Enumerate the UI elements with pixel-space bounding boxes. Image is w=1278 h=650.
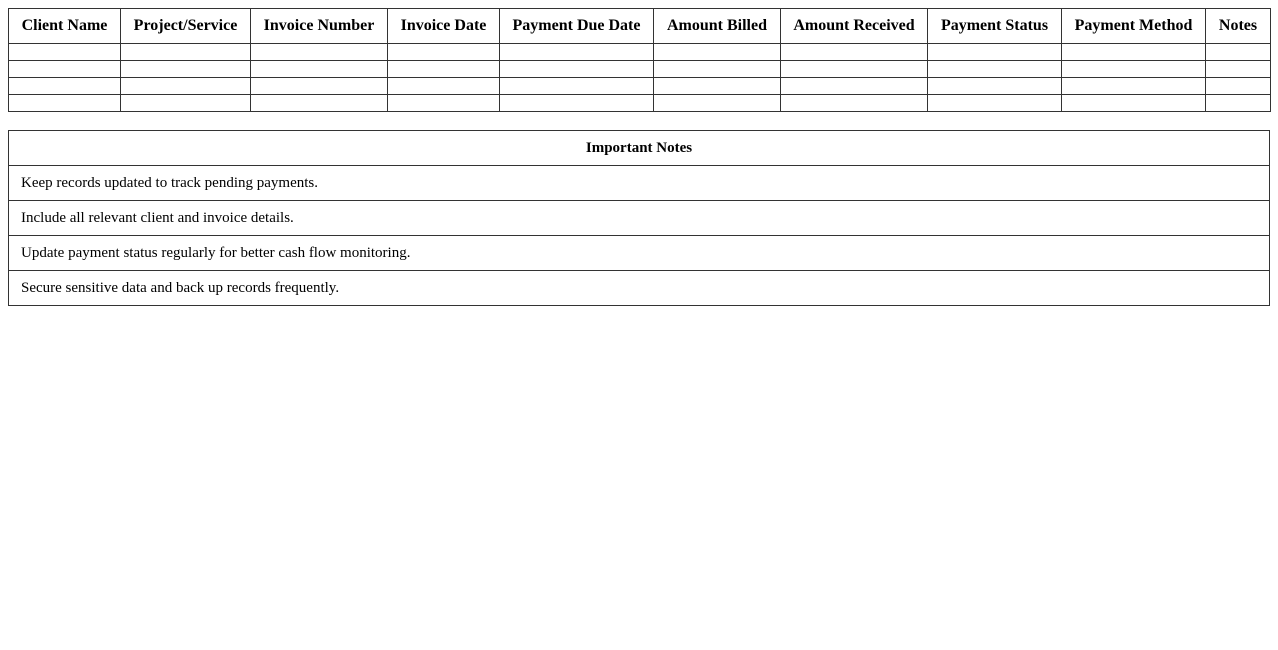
table-cell[interactable]	[1062, 78, 1206, 95]
table-cell[interactable]	[251, 44, 388, 61]
table-cell[interactable]	[1062, 61, 1206, 78]
note-row	[9, 166, 1270, 201]
table-cell[interactable]	[928, 95, 1062, 112]
table-cell[interactable]	[500, 95, 654, 112]
table-cell[interactable]	[654, 95, 781, 112]
table-cell[interactable]	[388, 61, 500, 78]
note-row	[9, 236, 1270, 271]
column-header-payment-due-date: Payment Due Date	[500, 9, 654, 44]
table-cell[interactable]	[9, 78, 121, 95]
table-cell[interactable]	[500, 78, 654, 95]
table-cell[interactable]	[781, 44, 928, 61]
table-cell[interactable]	[121, 78, 251, 95]
notes-title: Important Notes	[9, 131, 1270, 166]
table-cell[interactable]	[9, 44, 121, 61]
table-cell[interactable]	[9, 95, 121, 112]
table-row	[9, 61, 1271, 78]
table-cell[interactable]	[1062, 95, 1206, 112]
table-cell[interactable]	[121, 44, 251, 61]
table-cell[interactable]	[500, 44, 654, 61]
table-cell[interactable]	[654, 78, 781, 95]
table-cell[interactable]	[928, 44, 1062, 61]
table-cell[interactable]	[928, 61, 1062, 78]
table-cell[interactable]	[654, 61, 781, 78]
table-cell[interactable]	[781, 78, 928, 95]
column-header-invoice-date: Invoice Date	[388, 9, 500, 44]
table-cell[interactable]	[251, 95, 388, 112]
note-item: Secure sensitive data and back up records frequently.	[9, 271, 1270, 306]
table-cell[interactable]	[1206, 78, 1271, 95]
table-cell[interactable]	[388, 95, 500, 112]
column-header-payment-status: Payment Status	[928, 9, 1062, 44]
column-header-payment-method: Payment Method	[1062, 9, 1206, 44]
note-row	[9, 201, 1270, 236]
important-notes-table	[8, 130, 1270, 306]
table-cell[interactable]	[121, 61, 251, 78]
table-cell[interactable]	[9, 61, 121, 78]
note-row	[9, 271, 1270, 306]
table-cell[interactable]	[781, 95, 928, 112]
column-header-client-name: Client Name	[9, 9, 121, 44]
column-header-notes: Notes	[1206, 9, 1271, 44]
table-cell[interactable]	[388, 78, 500, 95]
table-row	[9, 78, 1271, 95]
note-item: Update payment status regularly for better cash flow monitoring.	[9, 236, 1270, 271]
table-cell[interactable]	[928, 78, 1062, 95]
header-row	[9, 9, 1271, 44]
table-cell[interactable]	[251, 78, 388, 95]
table-cell[interactable]	[388, 44, 500, 61]
table-cell[interactable]	[781, 61, 928, 78]
table-cell[interactable]	[1206, 44, 1271, 61]
table-cell[interactable]	[1062, 44, 1206, 61]
table-row	[9, 95, 1271, 112]
column-header-invoice-number: Invoice Number	[251, 9, 388, 44]
table-cell[interactable]	[654, 44, 781, 61]
table-cell[interactable]	[251, 61, 388, 78]
table-cell[interactable]	[1206, 61, 1271, 78]
table-cell[interactable]	[500, 61, 654, 78]
table-cell[interactable]	[1206, 95, 1271, 112]
note-item: Keep records updated to track pending payments.	[9, 166, 1270, 201]
column-header-project-service: Project/Service	[121, 9, 251, 44]
table-row	[9, 44, 1271, 61]
payment-tracker-table	[8, 8, 1271, 112]
note-item: Include all relevant client and invoice details.	[9, 201, 1270, 236]
column-header-amount-received: Amount Received	[781, 9, 928, 44]
table-cell[interactable]	[121, 95, 251, 112]
column-header-amount-billed: Amount Billed	[654, 9, 781, 44]
notes-header-row	[9, 131, 1270, 166]
